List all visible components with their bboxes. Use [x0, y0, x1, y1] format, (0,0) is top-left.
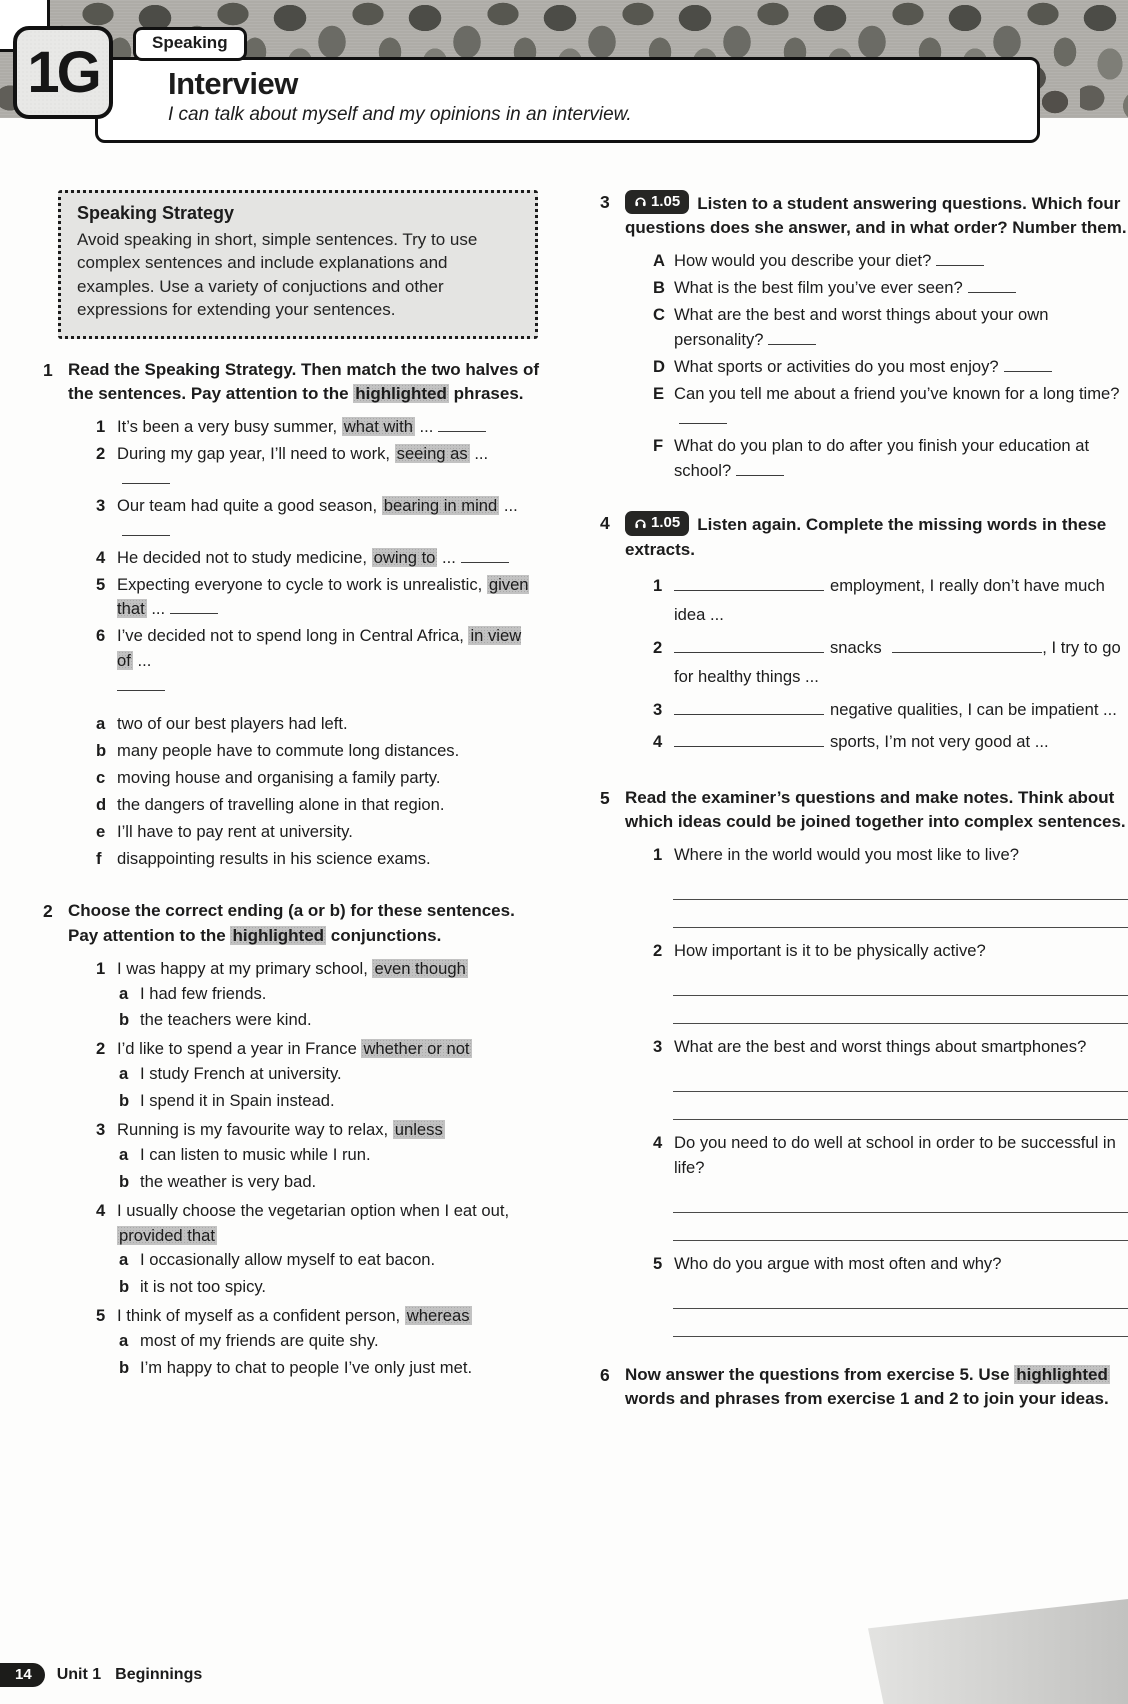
answer-blank — [968, 288, 1016, 293]
item-number: 2 — [96, 444, 106, 464]
item-number: 6 — [96, 626, 106, 646]
topic-label: Beginnings — [115, 1666, 203, 1683]
answer-blank — [768, 340, 816, 345]
sentence-item — [96, 494, 540, 544]
question-text: How would you describe your diet? — [674, 249, 1128, 274]
question-letter: E — [653, 383, 665, 403]
item-number: 4 — [653, 1132, 663, 1152]
question-text: What sports or activities do you most enjoy? — [674, 355, 1128, 380]
option-item — [119, 1170, 540, 1195]
examiner-question — [653, 939, 1128, 964]
instruction-text: Listen again. Complete the missing words in these extracts. — [625, 515, 1107, 559]
item-number: 1 — [653, 575, 663, 595]
option-letter: c — [96, 767, 106, 787]
item-number: 4 — [96, 1200, 106, 1220]
option-letter: b — [96, 740, 107, 760]
item-number: 1 — [96, 958, 106, 978]
speaking-strategy-box — [58, 190, 538, 339]
exercise-instruction — [68, 899, 540, 947]
question-letter: A — [653, 251, 665, 271]
option-item — [96, 847, 540, 872]
item-text: It’s been a very busy summer, what with ... — [117, 415, 540, 440]
exercise-instruction — [625, 1363, 1128, 1411]
highlight-phrase: provided that — [119, 1225, 215, 1245]
audio-badge — [625, 190, 689, 214]
gap-fill-item — [653, 695, 1128, 725]
item-number: 3 — [96, 495, 106, 515]
option-text: I spend it in Spain instead. — [140, 1091, 335, 1111]
option-text: the dangers of travelling alone in that region. — [117, 794, 445, 814]
answer-line — [673, 968, 1128, 996]
sentence-item — [96, 1118, 540, 1197]
option-letter: a — [119, 1064, 129, 1084]
option-text: I occasionally allow myself to eat bacon. — [140, 1250, 436, 1270]
exercise-number: 6 — [600, 1364, 610, 1385]
exercise-6 — [600, 1363, 1128, 1411]
highlight: highlighted — [1016, 1364, 1108, 1384]
right-column — [600, 190, 1128, 1437]
exercise-1 — [43, 358, 540, 873]
sentence-item — [96, 415, 540, 440]
gap-fill-item — [653, 633, 1128, 692]
question-letter: D — [653, 356, 665, 376]
option-text: the teachers were kind. — [140, 1010, 312, 1030]
question-item — [653, 382, 1128, 432]
question-item — [653, 303, 1128, 353]
option-letter: b — [119, 1277, 130, 1297]
option-letter: b — [119, 1358, 130, 1377]
sentence-item — [96, 624, 540, 699]
exercise-number: 1 — [43, 360, 53, 380]
highlight-phrase: unless — [394, 1119, 443, 1139]
option-item — [96, 712, 540, 737]
item-text: I usually choose the vegetarian option when I eat out, provided that a I occasionally allow myself to eat bacon. b it is not too spicy. — [117, 1199, 540, 1303]
headphones-icon — [634, 517, 647, 530]
highlight-phrase: even though — [374, 958, 466, 978]
highlight-phrase: what with — [343, 417, 413, 437]
item-number: 5 — [96, 574, 106, 594]
exercise-instruction — [625, 190, 1128, 240]
option-letter: b — [119, 1171, 130, 1191]
option-letter: a — [119, 983, 129, 1003]
question-text: Do you need to do well at school in order to be successful in life? — [674, 1132, 1116, 1177]
option-letter: b — [119, 1091, 130, 1111]
option-letter: e — [96, 821, 106, 841]
question-text: What are the best and worst things about smartphones? — [674, 1037, 1087, 1057]
answer-blank — [170, 609, 218, 614]
option-text: moving house and organising a family party. — [117, 767, 441, 787]
option-item — [96, 793, 540, 818]
examiner-question — [653, 1252, 1128, 1277]
option-item — [119, 1089, 540, 1114]
answer-blank — [461, 558, 509, 563]
item-number: 2 — [653, 941, 663, 961]
answer-line — [673, 1092, 1128, 1120]
answer-blank — [1004, 367, 1052, 372]
answer-line — [673, 1213, 1128, 1241]
answer-blank — [438, 427, 486, 432]
sentence-item — [96, 1199, 540, 1303]
item-number: 4 — [653, 732, 663, 752]
item-number: 5 — [96, 1306, 106, 1326]
question-text: What are the best and worst things about your own personality? — [674, 305, 1049, 350]
option-item — [96, 820, 540, 845]
question-text: Who do you argue with most often and why? — [674, 1253, 1002, 1273]
sentence-item — [96, 1037, 540, 1116]
gap-fill-item — [653, 571, 1128, 630]
answer-line — [673, 1064, 1128, 1092]
sentence-item — [96, 573, 540, 623]
question-letter: F — [653, 435, 664, 455]
option-letter: a — [119, 1331, 129, 1351]
sentence-halves-list — [96, 415, 540, 699]
sentence-item — [96, 957, 540, 1036]
item-text: sports, I’m not very good at ... — [674, 727, 1128, 757]
option-text: I’ll have to pay rent at university. — [117, 821, 353, 841]
question-text: What is the best film you’ve ever seen? — [674, 276, 1128, 301]
item-text: I was happy at my primary school, even though a I had few friends. b the teachers were kind. — [117, 957, 540, 1036]
option-letter: b — [119, 1010, 130, 1030]
page-number-badge: 14 — [0, 1663, 45, 1687]
question-text: How important is it to be physically active? — [674, 941, 986, 961]
answer-blank — [674, 586, 824, 591]
answer-blank — [679, 419, 727, 424]
option-letter: d — [96, 794, 107, 814]
examiner-question — [653, 1131, 1128, 1181]
option-letter: a — [119, 1144, 129, 1164]
option-item — [119, 1329, 540, 1354]
question-text: What do you plan to do after you finish your education at school? — [674, 435, 1090, 480]
answer-blank — [122, 479, 170, 484]
exercise-2 — [43, 899, 540, 1385]
exercise-instruction: Read the examiner’s questions and make notes. Think about which ideas could be joined together into complex sentences. — [625, 787, 1126, 832]
item-number: 2 — [96, 1039, 106, 1059]
instruction-text: Listen to a student answering questions. Which four questions does she answer, and in what order? Number them. — [625, 194, 1127, 238]
answer-line — [673, 996, 1128, 1024]
can-do-statement: I can talk about myself and my opinions in an interview. — [168, 104, 632, 126]
sentence-item — [96, 442, 540, 492]
answer-blank — [674, 648, 824, 653]
exercise-4 — [600, 511, 1128, 760]
left-column — [43, 358, 540, 1411]
question-text: Where in the world would you most like to live? — [674, 845, 1019, 865]
examiner-question — [653, 1035, 1128, 1060]
exercise-number: 4 — [600, 513, 610, 534]
exercise-instruction — [625, 511, 1128, 561]
answer-blank — [674, 742, 824, 747]
answer-blank — [117, 686, 165, 691]
item-text: I’ve decided not to spend long in Central Africa, in view of ... — [117, 624, 540, 699]
exercise-instruction — [68, 358, 540, 406]
instruction-text: conjunctions. — [326, 925, 442, 945]
section-tab: Speaking — [133, 27, 247, 61]
option-letter: f — [96, 848, 102, 868]
option-text: disappointing results in his science exams. — [117, 848, 431, 868]
item-text: employment, I really don’t have much idea ... — [674, 575, 1105, 625]
audio-track-number: 1.05 — [651, 514, 681, 532]
instruction-text: phrases. — [448, 384, 524, 404]
highlight-phrase: owing to — [373, 547, 436, 567]
option-letter: a — [119, 1250, 129, 1270]
option-letter: a — [96, 714, 106, 734]
item-text: I’d like to spend a year in France whether or not a I study French at university. b I spend it in Spain instead. — [117, 1037, 540, 1116]
option-item — [119, 1062, 540, 1087]
question-letter: C — [653, 305, 665, 325]
option-item — [119, 1275, 540, 1300]
question-item — [653, 434, 1128, 484]
highlight: highlighted — [232, 925, 325, 945]
item-number: 2 — [653, 637, 663, 657]
strategy-title: Speaking Strategy — [77, 203, 235, 223]
question-item — [653, 355, 1128, 380]
strategy-body: Avoid speaking in short, simple sentences. Try to use complex sentences and include explanations and examples. Use a variety of conjuctions and other expressions for extending your sentences. — [77, 230, 478, 320]
item-number: 1 — [96, 417, 106, 437]
page-footer — [0, 1663, 202, 1687]
option-text: I had few friends. — [140, 983, 267, 1003]
item-number: 3 — [653, 699, 663, 719]
answer-line — [673, 1185, 1128, 1213]
option-text: many people have to commute long distances. — [117, 740, 460, 760]
question-item — [653, 276, 1128, 301]
gap-fill-item — [653, 727, 1128, 757]
option-item — [119, 1356, 540, 1381]
answer-blank — [936, 261, 984, 266]
option-text: I can listen to music while I run. — [140, 1144, 371, 1164]
item-text: Expecting everyone to cycle to work is unrealistic, given that ... — [117, 574, 529, 619]
option-item — [119, 982, 540, 1007]
unit-label: Unit 1 — [56, 1666, 102, 1683]
item-text: Our team had quite a good season, bearing in mind ... — [117, 494, 540, 544]
audio-track-number: 1.05 — [651, 193, 681, 210]
exercise-number: 5 — [600, 787, 610, 808]
scan-corner-shadow — [868, 1599, 1128, 1704]
instruction-text: Now answer the questions from exercise 5. Use — [625, 1364, 1015, 1384]
item-text: I think of myself as a confident person, whereas a most of my friends are quite shy. b I’m happy to chat to people I’ve only just met. — [117, 1304, 540, 1383]
question-letter: B — [653, 278, 665, 298]
highlight-phrase: seeing as — [396, 444, 468, 464]
option-text: I’m happy to chat to people I’ve only just met. — [140, 1358, 473, 1377]
option-text: the weather is very bad. — [140, 1171, 317, 1191]
option-item — [119, 1008, 540, 1033]
item-number: 5 — [653, 1253, 663, 1273]
question-text: Can you tell me about a friend you’ve known for a long time? — [674, 382, 1128, 432]
option-item — [96, 766, 540, 791]
matching-options-list — [96, 712, 540, 871]
option-text: most of my friends are quite shy. — [140, 1331, 379, 1351]
answer-line — [673, 1309, 1128, 1337]
option-item — [96, 739, 540, 764]
highlight: highlighted — [355, 384, 447, 404]
answer-line — [673, 1281, 1128, 1309]
exercise-number: 2 — [43, 901, 53, 922]
exercise-number: 3 — [600, 192, 610, 212]
page-title: Interview — [168, 66, 298, 101]
question-item — [653, 249, 1128, 274]
answer-line — [673, 900, 1128, 928]
item-text: snacks , I try to go for healthy things ... — [674, 637, 1121, 687]
highlight-phrase: whether or not — [363, 1039, 470, 1059]
answer-line — [673, 872, 1128, 900]
highlight-phrase: given that — [117, 574, 529, 619]
answer-blank — [122, 531, 170, 536]
instruction-text: Read the Speaking Strategy. Then match the two halves of the sentences. Pay attention to the — [68, 360, 540, 404]
item-text: negative qualities, I can be impatient ... — [674, 695, 1128, 725]
instruction-text: words and phrases from exercise 1 and 2 to join your ideas. — [625, 1388, 1109, 1408]
item-number: 3 — [96, 1119, 106, 1139]
lesson-header — [95, 57, 1040, 143]
option-item — [119, 1248, 540, 1273]
option-text: I study French at university. — [140, 1064, 342, 1084]
headphones-icon — [634, 195, 647, 208]
examiner-question — [653, 843, 1128, 868]
answer-blank — [892, 648, 1042, 653]
exercise-3 — [600, 190, 1128, 485]
audio-badge — [625, 511, 689, 535]
unit-code-badge: 1G — [13, 26, 113, 119]
option-text: it is not too spicy. — [140, 1277, 267, 1297]
highlight-phrase: whereas — [406, 1306, 470, 1326]
item-number: 3 — [653, 1037, 663, 1057]
sentence-item — [96, 546, 540, 571]
option-item — [119, 1143, 540, 1168]
item-text: During my gap year, I’ll need to work, seeing as ... — [117, 442, 540, 492]
item-number: 4 — [96, 547, 106, 567]
item-text: He decided not to study medicine, owing to ... — [117, 546, 540, 571]
option-text: two of our best players had left. — [117, 714, 348, 734]
exercise-5 — [600, 786, 1128, 1337]
sentence-item — [96, 1304, 540, 1383]
answer-blank — [674, 710, 824, 715]
instruction-text: Choose the correct ending (a or b) for these sentences. Pay attention to the — [68, 901, 515, 945]
item-number: 1 — [653, 845, 663, 865]
item-text: Running is my favourite way to relax, unless a I can listen to music while I run. b the weather is very bad. — [117, 1118, 540, 1197]
answer-blank — [736, 471, 784, 476]
highlight-phrase: in view of — [117, 626, 522, 671]
highlight-phrase: bearing in mind — [383, 495, 498, 515]
